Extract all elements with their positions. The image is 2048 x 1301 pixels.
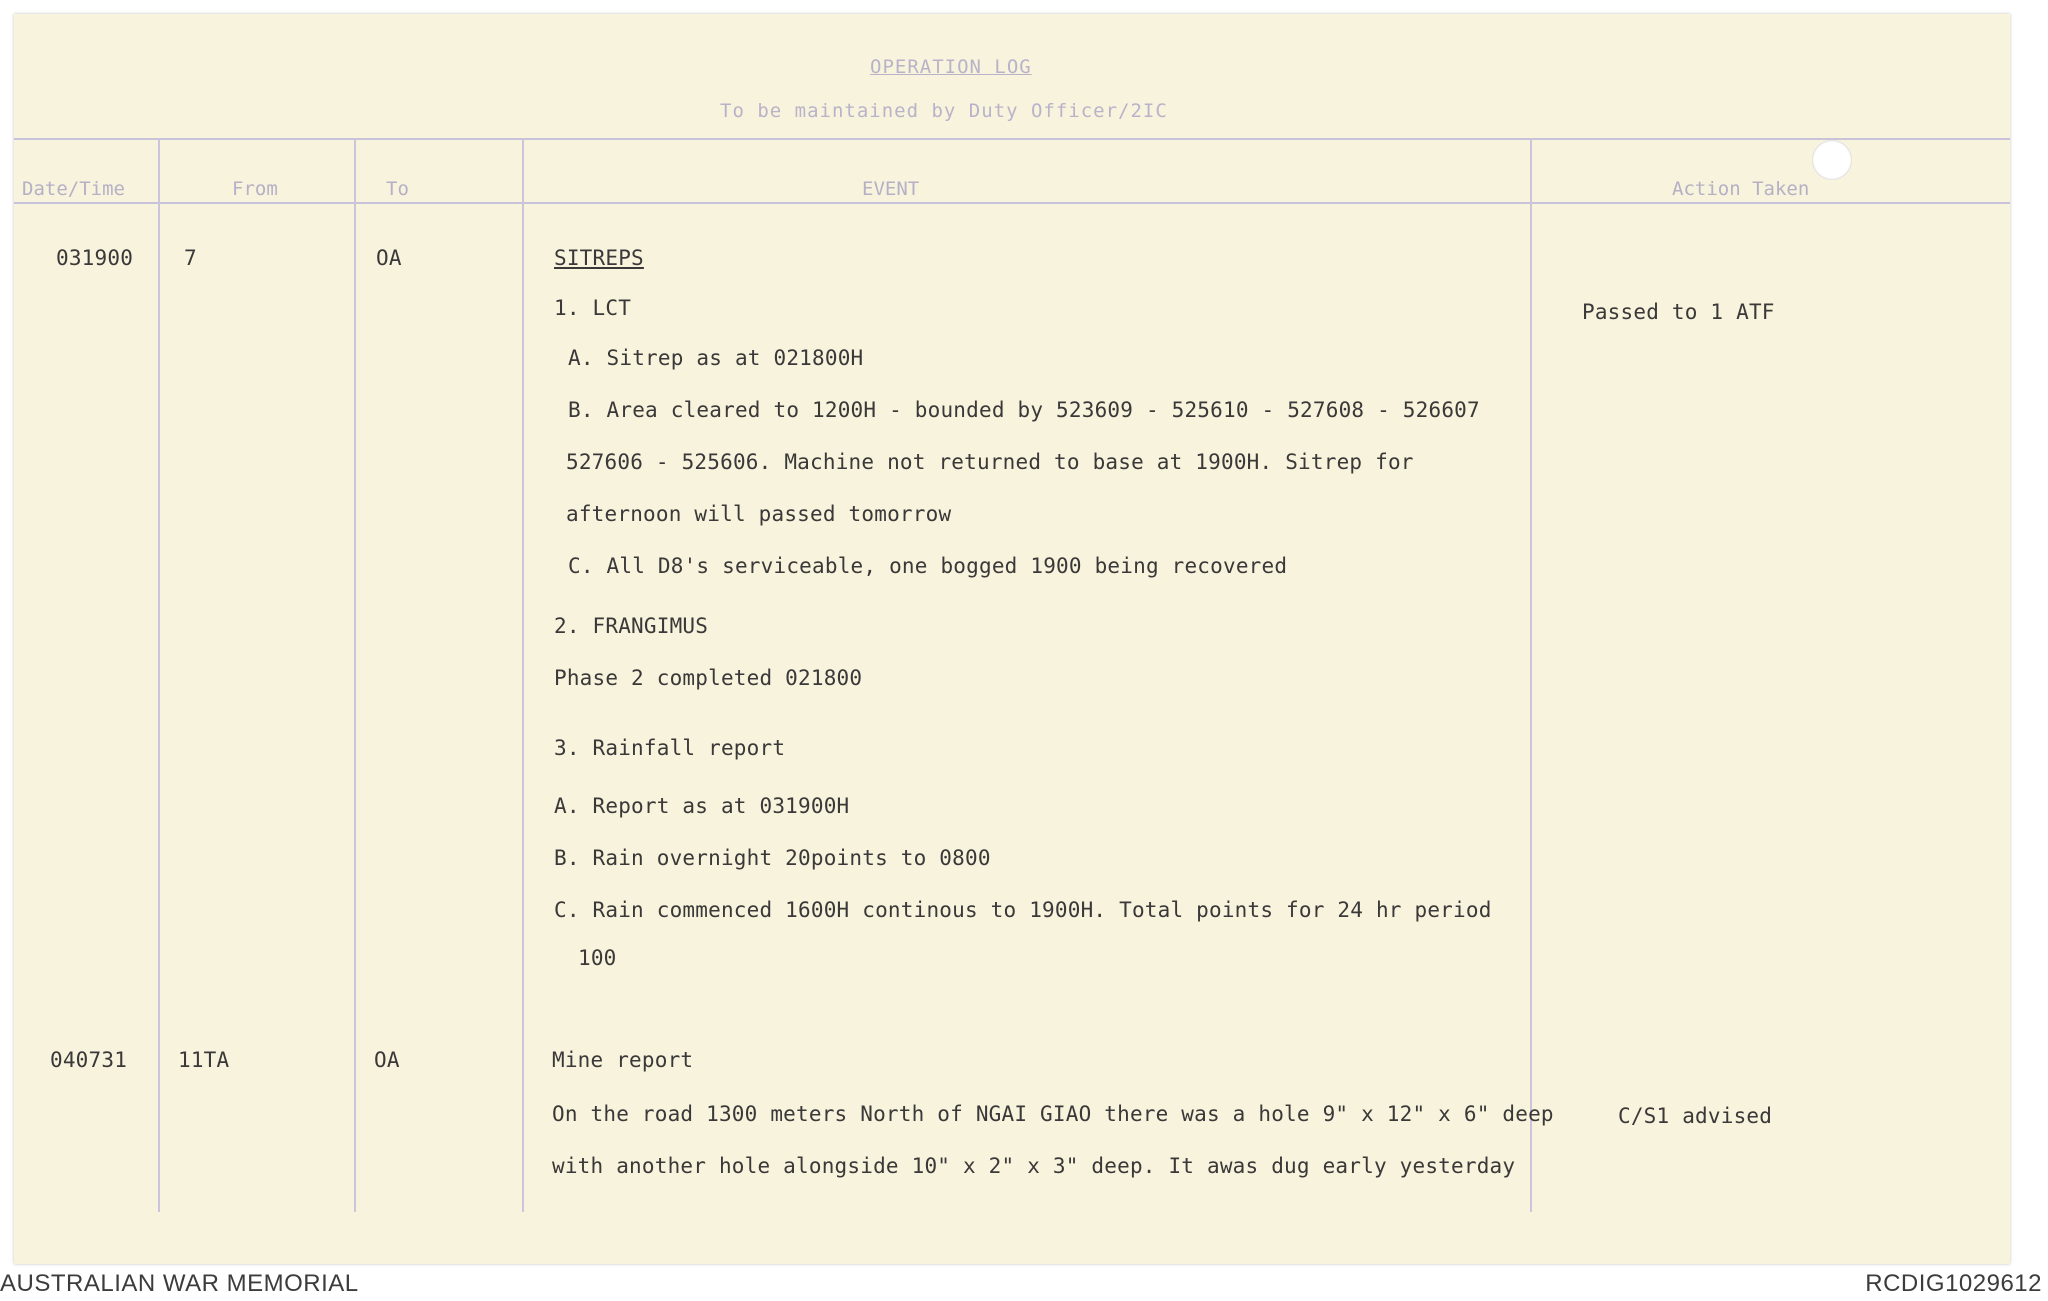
entry-to: OA — [374, 1048, 400, 1072]
punch-hole — [1812, 140, 1852, 180]
col-header-from: From — [232, 178, 278, 200]
entry-line: 2. FRANGIMUS — [554, 614, 709, 638]
form-title: OPERATION LOG — [870, 56, 1032, 78]
entry-from: 7 — [184, 246, 197, 270]
entry-line: On the road 1300 meters North of NGAI GIAO there was a hole 9" x 12" x 6" deep — [552, 1102, 1554, 1126]
entry-line: A. Report as at 031900H — [554, 794, 850, 818]
entry-line: 3. Rainfall report — [554, 736, 786, 760]
entry-line: with another hole alongside 10" x 2" x 3" deep. It awas dug early yesterday — [552, 1154, 1516, 1178]
entry-line: 1. LCT — [554, 296, 632, 320]
col-header-action: Action Taken — [1672, 178, 1810, 200]
entry-to: OA — [376, 246, 402, 270]
footer-institution: AUSTRALIAN WAR MEMORIAL — [0, 1270, 359, 1297]
entry-line: afternoon will passed tomorrow — [566, 502, 952, 526]
entry-line: C. All D8's serviceable, one bogged 1900 being recovered — [568, 554, 1288, 578]
entry-dtg: 040731 — [50, 1048, 128, 1072]
col-divider — [1530, 140, 1532, 1212]
header-rule-bottom — [14, 202, 2010, 204]
col-divider — [354, 140, 356, 1212]
entry-line: A. Sitrep as at 021800H — [568, 346, 864, 370]
footer-record-id: RCDIG1029612 — [1865, 1270, 2042, 1297]
entry-line: B. Area cleared to 1200H - bounded by 523609 - 525610 - 527608 - 526607 — [568, 398, 1480, 422]
col-header-dtg: Date/Time — [22, 178, 125, 200]
action-taken: C/S1 advised — [1618, 1104, 1773, 1128]
entry-dtg: 031900 — [56, 246, 134, 270]
col-header-to: To — [386, 178, 409, 200]
header-rule-top — [14, 138, 2010, 140]
entry-line: 527606 - 525606. Machine not returned to base at 1900H. Sitrep for — [566, 450, 1414, 474]
entry-line: B. Rain overnight 20points to 0800 — [554, 846, 991, 870]
entry-line: C. Rain commenced 1600H continous to 1900H. Total points for 24 hr period — [554, 898, 1492, 922]
col-header-event: EVENT — [862, 178, 920, 200]
col-divider — [522, 140, 524, 1212]
col-divider — [158, 140, 160, 1212]
entry-line: 100 — [578, 946, 617, 970]
form-subtitle: To be maintained by Duty Officer/2IC — [720, 100, 1168, 122]
entry-line: Phase 2 completed 021800 — [554, 666, 863, 690]
entry-heading: Mine report — [552, 1048, 694, 1072]
entry-from: 11TA — [178, 1048, 230, 1072]
action-taken: Passed to 1 ATF — [1582, 300, 1775, 324]
entry-heading: SITREPS — [554, 246, 644, 270]
